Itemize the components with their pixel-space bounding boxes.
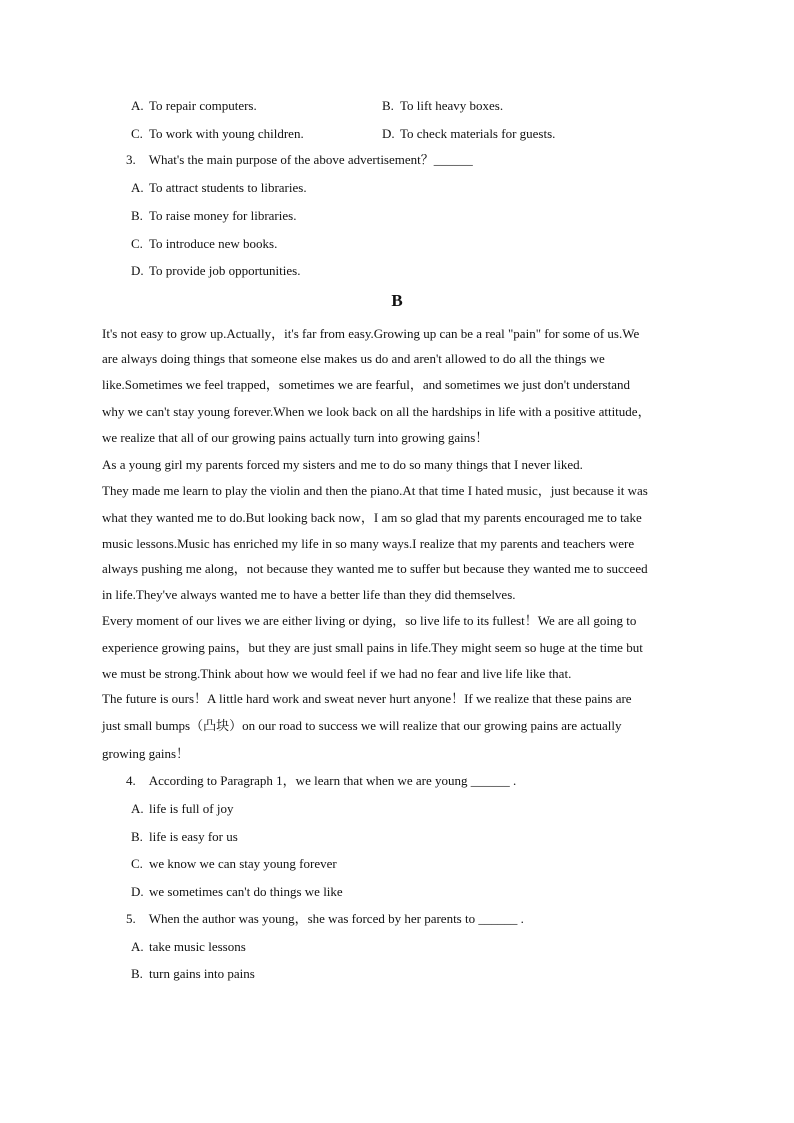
q4-option-a xyxy=(131,801,234,817)
option-text: To provide job opportunities. xyxy=(149,263,301,278)
option-letter: B. xyxy=(131,829,143,844)
q4-option-d xyxy=(131,884,343,900)
question-number: 5. xyxy=(126,911,136,926)
option-text: turn gains into pains xyxy=(149,966,255,981)
question-number: 4. xyxy=(126,773,136,788)
option-letter: D. xyxy=(131,263,144,278)
option-text: we sometimes can't do things we like xyxy=(149,884,343,899)
passage-line: are always doing things that someone else makes us do and aren't allowed to do all the things we xyxy=(102,351,605,366)
q5-stem xyxy=(126,911,524,927)
option-text: To repair computers. xyxy=(149,98,257,113)
option-text: To raise money for libraries. xyxy=(149,208,297,223)
option-text: To check materials for guests. xyxy=(400,126,556,141)
option-letter: B. xyxy=(131,966,143,981)
passage-line: Every moment of our lives we are either living or dying，so live life to its fullest！We are all going to xyxy=(102,613,637,628)
option-letter: C. xyxy=(131,126,143,141)
option-letter: B. xyxy=(131,208,143,223)
option-text: life is easy for us xyxy=(149,829,238,844)
passage-line: in life.They've always wanted me to have a better life than they did themselves. xyxy=(102,587,516,602)
q3-option-a xyxy=(131,180,307,196)
q3-stem xyxy=(126,152,473,168)
passage-line: like.Sometimes we feel trapped，sometimes we are fearful，and sometimes we just don't understand xyxy=(102,377,630,392)
q3-option-d xyxy=(131,263,300,279)
q2-option-d xyxy=(382,126,555,142)
q4-option-b xyxy=(131,829,238,845)
q3-option-c xyxy=(131,236,277,252)
option-text: To introduce new books. xyxy=(149,236,278,251)
q3-option-b xyxy=(131,208,296,224)
option-letter: A. xyxy=(131,180,144,195)
question-number: 3. xyxy=(126,152,136,167)
q5-option-b xyxy=(131,966,255,982)
option-text: To attract students to libraries. xyxy=(149,180,307,195)
option-letter: C. xyxy=(131,856,143,871)
option-letter: B. xyxy=(382,98,394,113)
option-letter: D. xyxy=(382,126,395,141)
passage-line: As a young girl my parents forced my sisters and me to do so many things that I never liked. xyxy=(102,457,583,472)
passage-line: experience growing pains，but they are just small pains in life.They might seem so huge at the time but xyxy=(102,640,643,655)
option-text: To lift heavy boxes. xyxy=(400,98,504,113)
option-letter: C. xyxy=(131,236,143,251)
passage-line: They made me learn to play the violin and then the piano.At that time I hated music，just because it was xyxy=(102,483,648,498)
option-text: take music lessons xyxy=(149,939,246,954)
q5-option-a xyxy=(131,939,246,955)
passage-line: why we can't stay young forever.When we look back on all the hardships in life with a positive attitude， xyxy=(102,404,651,419)
q4-option-c xyxy=(131,856,337,872)
question-text: What's the main purpose of the above advertisement？______ xyxy=(148,152,473,167)
passage-line: always pushing me along，not because they wanted me to suffer but because they wanted me to succeed xyxy=(102,561,648,576)
passage-line: The future is ours！A little hard work and sweat never hurt anyone！If we realize that these pains are xyxy=(102,691,632,706)
passage-line: we realize that all of our growing pains actually turn into growing gains！ xyxy=(102,430,489,445)
option-text: To work with young children. xyxy=(149,126,304,141)
q2-option-a xyxy=(131,98,257,114)
passage-line: growing gains！ xyxy=(102,746,190,761)
q4-stem xyxy=(126,773,516,789)
option-letter: A. xyxy=(131,939,144,954)
passage-line: what they wanted me to do.But looking back now，I am so glad that my parents encouraged me to take xyxy=(102,510,642,525)
q2-option-c xyxy=(131,126,304,142)
question-text: According to Paragraph 1，we learn that when we are young ______ . xyxy=(148,773,517,788)
passage-line: we must be strong.Think about how we would feel if we had no fear and live life like that. xyxy=(102,666,572,681)
passage-line: just small bumps（凸块）on our road to success we will realize that our growing pains are actually xyxy=(102,718,622,733)
passage-line: It's not easy to grow up.Actually，it's far from easy.Growing up can be a real "pain" for some of us.We xyxy=(102,326,640,341)
option-text: we know we can stay young forever xyxy=(149,856,337,871)
option-letter: A. xyxy=(131,98,144,113)
passage-line: music lessons.Music has enriched my life in so many ways.I realize that my parents and teachers were xyxy=(102,536,635,551)
question-text: When the author was young，she was forced by her parents to ______ . xyxy=(148,911,524,926)
option-letter: A. xyxy=(131,801,144,816)
option-text: life is full of joy xyxy=(149,801,234,816)
q2-option-b xyxy=(382,98,503,114)
option-letter: D. xyxy=(131,884,144,899)
section-heading: B xyxy=(391,291,403,310)
